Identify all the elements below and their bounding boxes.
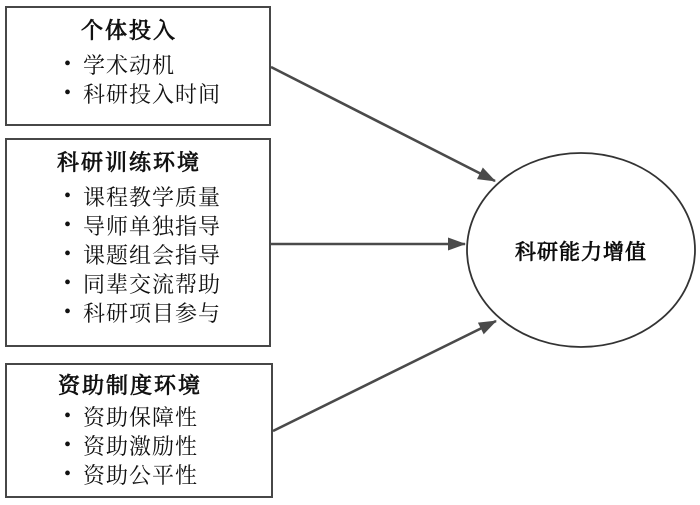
bullet-icon: • xyxy=(64,463,73,485)
bullet-icon: • xyxy=(64,185,73,207)
bullet-icon: • xyxy=(64,301,73,323)
box-title-individual: 个体投入 xyxy=(80,18,177,43)
factor-box-training xyxy=(5,138,271,347)
bullet-label: 资助激励性 xyxy=(83,434,199,459)
bullet-list xyxy=(7,403,271,490)
bullet-icon: • xyxy=(64,405,73,427)
bullet-item xyxy=(7,461,271,490)
bullet-label: 科研投入时间 xyxy=(83,82,222,107)
factor-box-funding xyxy=(5,363,273,498)
bullet-item xyxy=(7,241,269,270)
bullet-label: 科研项目参与 xyxy=(83,301,222,326)
bullet-icon: • xyxy=(64,243,73,265)
bullet-item xyxy=(7,299,269,328)
factor-box-individual xyxy=(5,6,271,126)
bullet-item xyxy=(7,51,269,80)
bullet-label: 导师单独指导 xyxy=(83,214,222,239)
arrow-individual-to-outcome xyxy=(271,67,495,181)
arrow-funding-to-outcome xyxy=(273,321,496,431)
bullet-item xyxy=(7,212,269,241)
bullet-item xyxy=(7,403,271,432)
bullet-list xyxy=(7,51,269,109)
bullet-icon: • xyxy=(64,214,73,236)
box-title-training: 科研训练环境 xyxy=(56,150,201,175)
bullet-item xyxy=(7,183,269,212)
bullet-label: 课程教学质量 xyxy=(83,185,222,210)
bullet-icon: • xyxy=(64,82,73,104)
bullet-icon: • xyxy=(64,272,73,294)
bullet-item xyxy=(7,80,269,109)
bullet-label: 课题组会指导 xyxy=(83,243,222,268)
bullet-label: 学术动机 xyxy=(83,53,176,78)
bullet-label: 资助保障性 xyxy=(83,405,199,430)
bullet-item xyxy=(7,432,271,461)
box-title-funding: 资助制度环境 xyxy=(57,373,202,398)
bullet-icon: • xyxy=(64,53,73,75)
bullet-label: 同辈交流帮助 xyxy=(83,272,222,297)
bullet-label: 资助公平性 xyxy=(83,463,199,488)
bullet-item xyxy=(7,270,269,299)
bullet-list xyxy=(7,183,269,328)
outcome-label: 科研能力增值 xyxy=(515,241,647,264)
bullet-icon: • xyxy=(64,434,73,456)
